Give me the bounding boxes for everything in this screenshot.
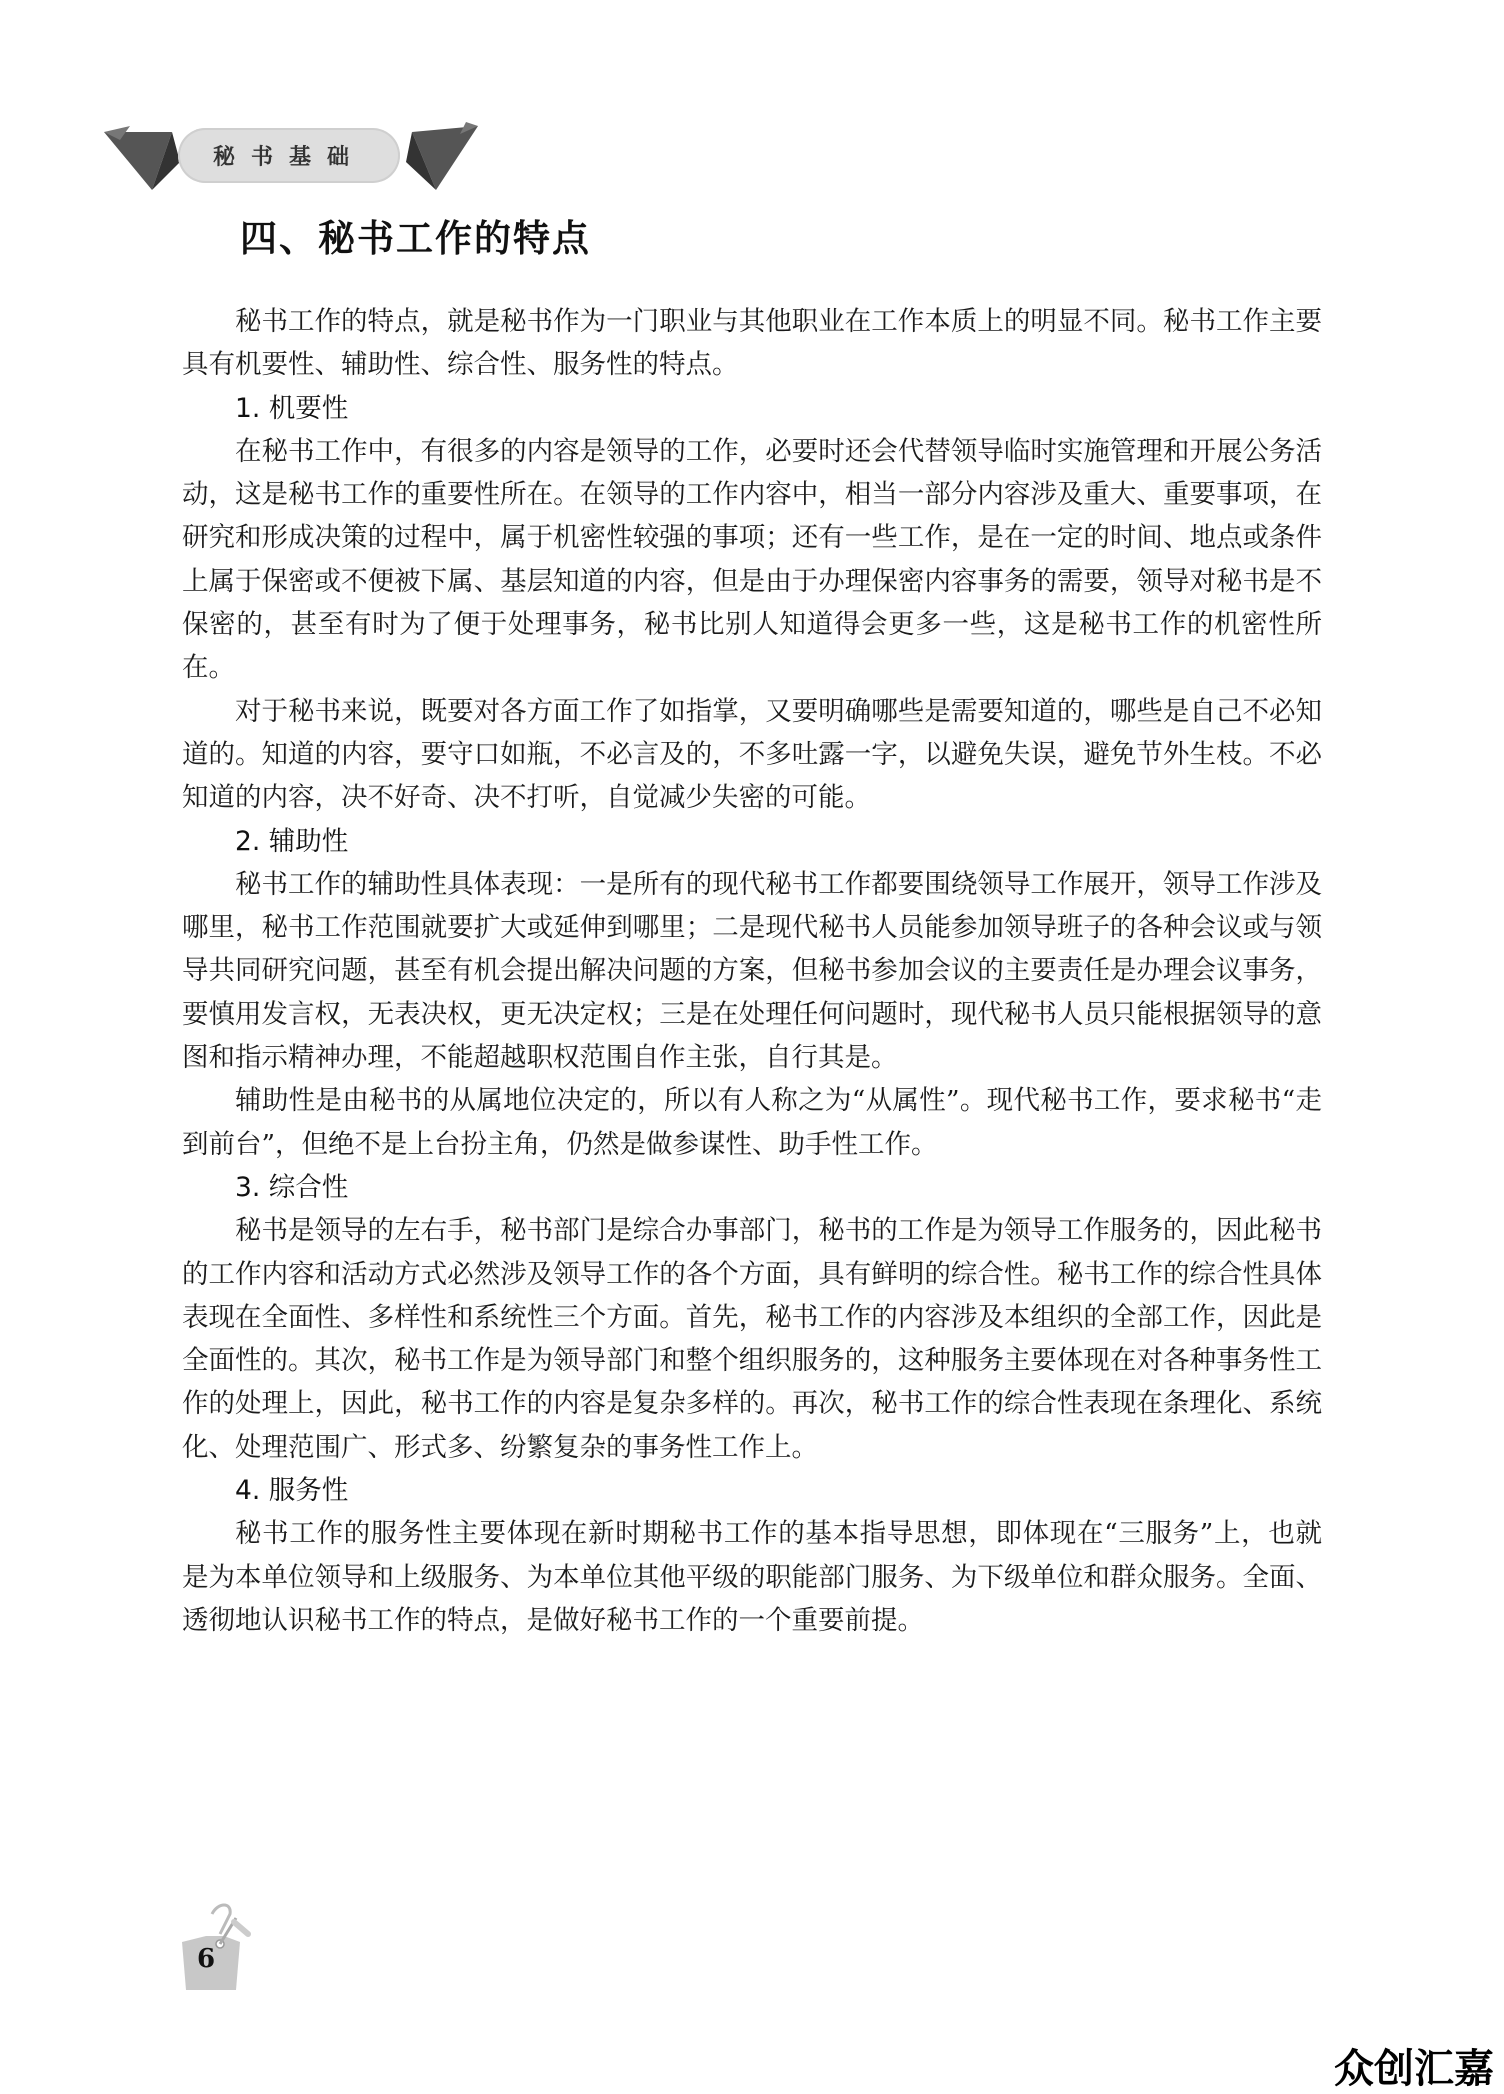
intro-paragraph: 秘书工作的特点，就是秘书作为一门职业与其他职业在工作本质上的明显不同。秘书工作主要具有机要性、辅助性、综合性、服务性的特点。 [182,306,1322,381]
paragraph: 秘书工作的服务性主要体现在新时期秘书工作的基本指导思想，即体现在“三服务”上，也就是为本单位领导和上级服务、为本单位其他平级的职能部门服务、为下级单位和群众服务。全面、透彻地认识秘书工作的特点，是做好秘书工作的一个重要前提。 [182,1518,1322,1636]
body-text [182,300,1322,1642]
paragraph: 秘书工作的辅助性具体表现：一是所有的现代秘书工作都要围绕领导工作展开，领导工作涉及哪里，秘书工作范围就要扩大或延伸到哪里；二是现代秘书人员能参加领导班子的各种会议或与领导共同研究问题，甚至有机会提出解决问题的方案，但秘书参加会议的主要责任是办理会议事务，要慎用发言权，无表决权，更无决定权；三是在处理任何问题时，现代秘书人员只能根据领导的意图和指示精神办理，不能超越职权范围自作主张，自行其是。 [182,868,1322,1074]
subsection-heading-4: 4. 服务性 [235,1475,349,1507]
section-title: 四、秘书工作的特点 [240,217,591,260]
subsection-heading-2: 2. 辅助性 [235,825,349,857]
subsection-heading-3: 3. 综合性 [235,1171,349,1203]
watermark: 众创汇嘉 [1334,2046,1494,2092]
paragraph: 辅助性是由秘书的从属地位决定的，所以有人称之为“从属性”。现代秘书工作，要求秘书“走到前台”，但绝不是上台扮主角，仍然是做参谋性、助手性工作。 [182,1085,1322,1160]
paragraph: 在秘书工作中，有很多的内容是领导的工作，必要时还会代替领导临时实施管理和开展公务活动，这是秘书工作的重要性所在。在领导的工作内容中，相当一部分内容涉及重大、重要事项，在研究和形成决策的过程中，属于机密性较强的事项；还有一些工作，是在一定的时间、地点或条件上属于保密或不便被下属、基层知道的内容，但是由于办理保密内容事务的需要，领导对秘书是不保密的，甚至有时为了便于处理事务，秘书比别人知道得会更多一些，这是秘书工作的机密性所在。 [182,435,1322,684]
running-title: 秘书基础 [178,128,400,183]
paragraph: 对于秘书来说，既要对各方面工作了如指掌，又要明确哪些是需要知道的，哪些是自己不必知道的。知道的内容，要守口如瓶，不必言及的，不多吐露一字，以避免失误，避免节外生枝。不必知道的内容，决不好奇、决不打听，自觉减少失密的可能。 [182,695,1322,814]
page-number: 6 [196,1944,216,1974]
paragraph: 秘书是领导的左右手，秘书部门是综合办事部门，秘书的工作是为领导工作服务的，因此秘书的工作内容和活动方式必然涉及领导工作的各个方面，具有鲜明的综合性。秘书工作的综合性具体表现在全面性、多样性和系统性三个方面。首先，秘书工作的内容涉及本组织的全部工作，因此是全面性的。其次，秘书工作是为领导部门和整个组织服务的，这种服务主要体现在对各种事务性工作的处理上，因此，秘书工作的内容是复杂多样的。再次，秘书工作的综合性表现在条理化、系统化、处理范围广、形式多、纷繁复杂的事务性工作上。 [182,1215,1322,1463]
subsection-heading-1: 1. 机要性 [235,392,349,424]
